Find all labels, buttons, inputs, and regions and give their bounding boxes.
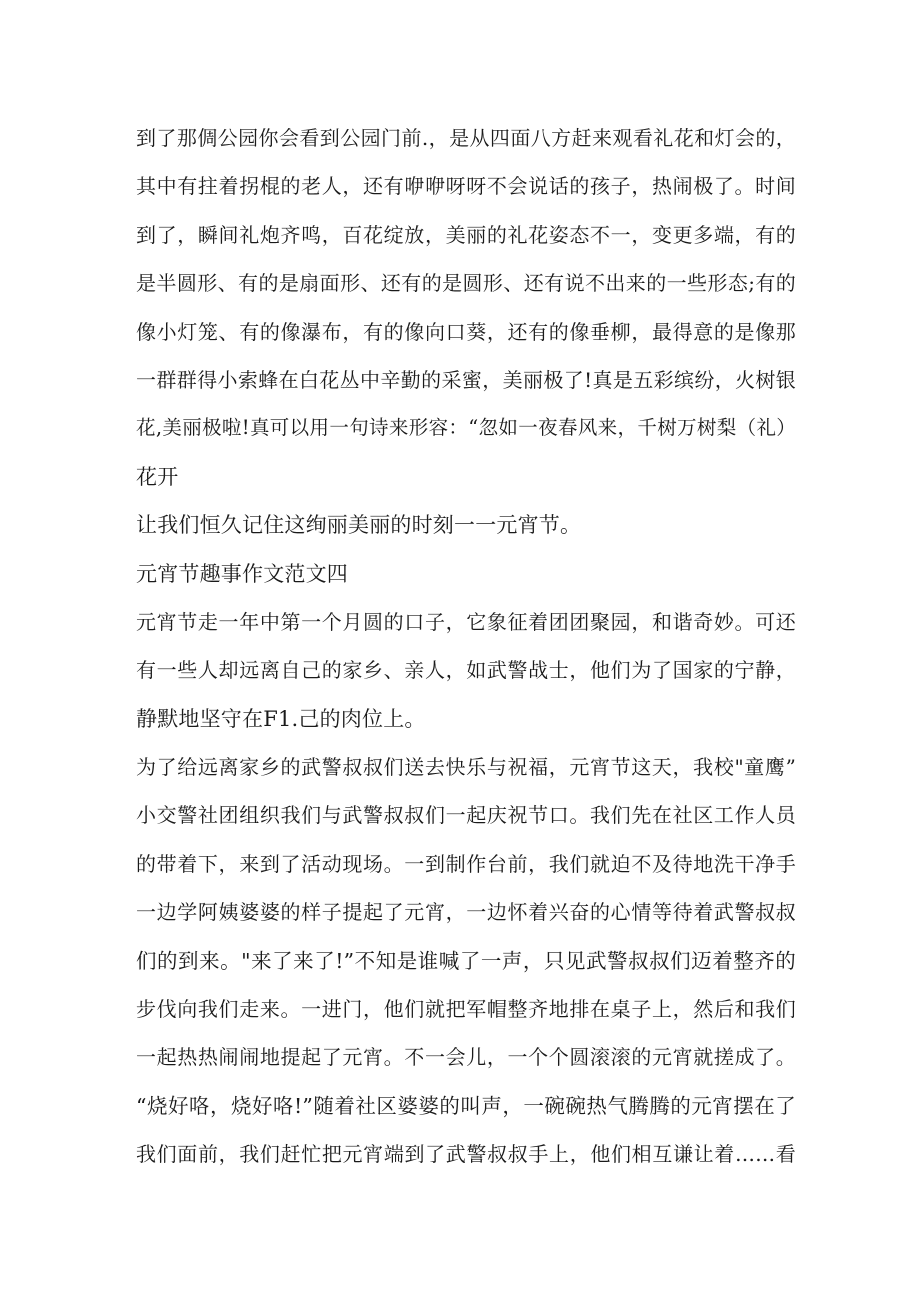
text-line-20: 一起热热闹闹地提起了元宵。不一会儿，一个个圆滚滚的元宵就搓成了。 — [136, 1045, 796, 1070]
text-line-13: 静默地坚守在F1.己的肉位上。 — [136, 706, 426, 731]
text-line-4: 是半圆形、有的是扇面形、还有的是圆形、还有说不出来的一些形态;有的 — [136, 271, 796, 296]
text-line-17: 一边学阿姨婆婆的样子提起了元宵，一边怀着兴奋的心情等待着武警叔叔 — [136, 900, 796, 925]
text-line-11: 元宵节走一年中第一个月圆的口子，它象征着团团聚园，和谐奇妙。可还 — [136, 609, 796, 634]
text-line-1: 到了那倜公园你会看到公园门前.，是从四面八方赶来观看礼花和灯会的， — [136, 126, 796, 150]
text-line-7: 花,美丽极啦!真可以用一句诗来形容：“忽如一夜春风来，千树万树梨（礼） — [136, 416, 796, 440]
text-line-2: 其中有拄着拐棍的老人，还有咿咿呀呀不会说话的孩子，热闹极了。时间 — [136, 174, 796, 199]
text-line-6: 一群群得小索蜂在白花丛中辛勤的采蜜，美丽极了!真是五彩缤纷，火树银 — [136, 367, 796, 392]
text-line-22: 我们面前，我们赶忙把元宵端到了武警叔叔手上，他们相互谦让着……看 — [136, 1142, 796, 1167]
section-heading: 元宵节趣事作文范文四 — [136, 561, 348, 586]
text-line-12: 有一些人却远离自己的家乡、亲人，如武警战士，他们为了国家的宁静， — [136, 658, 796, 683]
text-line-5: 像小灯笼、有的像瀑布，有的像向口葵，还有的像垂柳，最得意的是像那 — [136, 319, 796, 344]
text-line-19: 步伐向我们走来。一进门，他们就把军帽整齐地排在桌子上，然后和我们 — [136, 997, 796, 1022]
text-line-14: 为了给远离家乡的武警叔叔们送去快乐与祝福，元宵节这天，我校"童鹰” — [136, 755, 796, 780]
text-line-21: “烧好咯，烧好咯!”随着社区婆婆的叫声，一碗碗热气腾腾的元宵摆在了 — [136, 1093, 796, 1118]
text-line-8: 花开 — [136, 464, 179, 489]
text-line-16: 的带着下，来到了活动现场。一到制作台前，我们就迫不及待地洗干净手 — [136, 851, 796, 876]
document-body — [136, 114, 796, 1179]
text-line-9: 让我们恒久记住这绚丽美丽的时刻一一元宵节。 — [136, 513, 582, 538]
text-line-18: 们的到来。"来了来了!”不知是谁喊了一声，只见武警叔叔们迈着整齐的 — [136, 948, 796, 973]
text-line-15: 小交警社团组织我们与武警叔叔们一起庆祝节口。我们先在社区工作人员 — [136, 803, 796, 828]
text-line-3: 到了，瞬间礼炮齐鸣，百花绽放，美丽的礼花姿态不一，变更多端，有的 — [136, 222, 796, 247]
